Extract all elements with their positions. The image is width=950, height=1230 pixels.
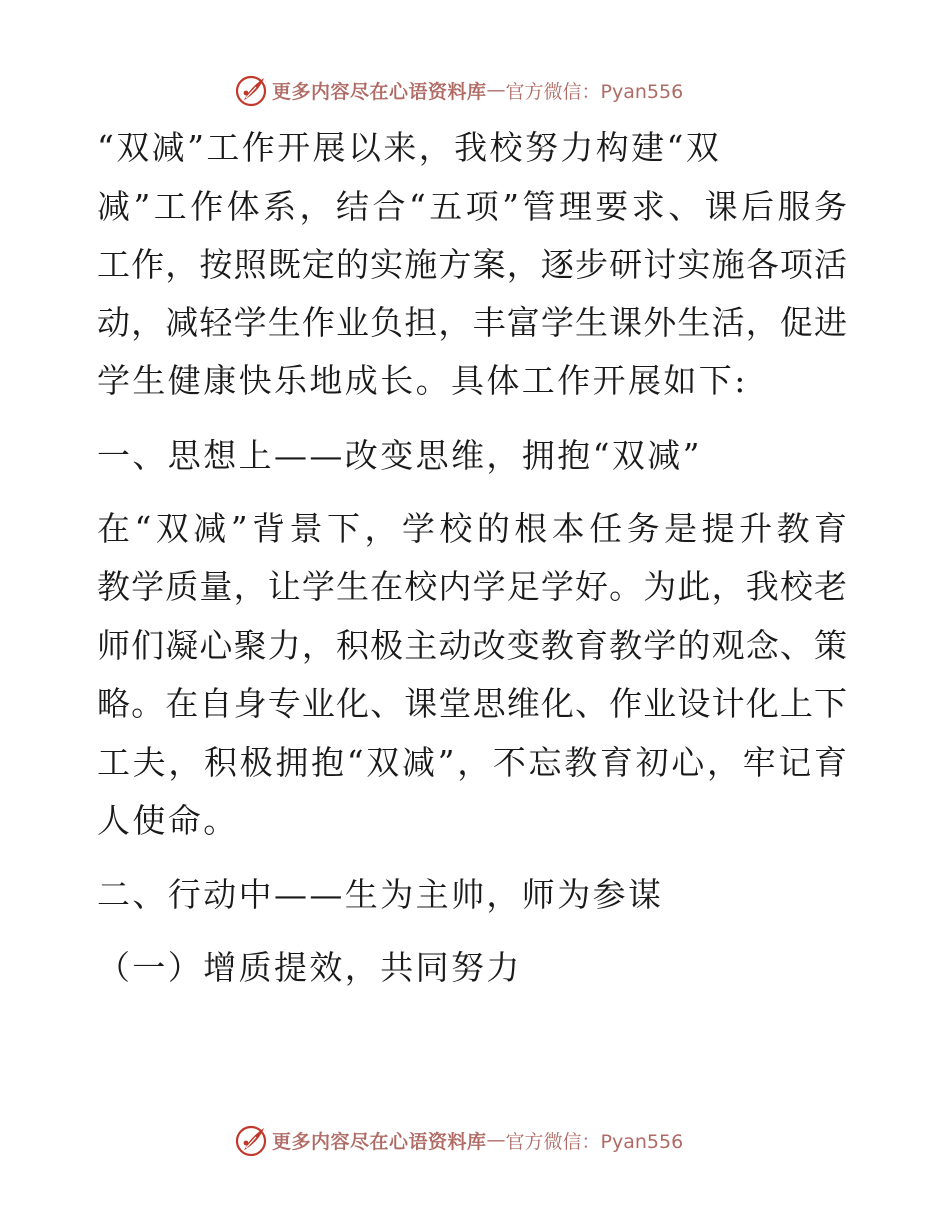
banner-separator: — xyxy=(486,1129,506,1151)
banner-brand-text: 更多内容尽在心语资料库 xyxy=(272,1130,487,1153)
section2-heading: 二、行动中——生为主帅，师为参谋 xyxy=(97,875,664,914)
banner-wechat-text: 官方微信：Pyan556 xyxy=(505,1130,684,1153)
banner-separator: — xyxy=(486,79,506,101)
section1-line-5: 工夫，积极拥抱“双减”，不忘教育初心，牢记育 xyxy=(97,743,847,782)
quill-logo-icon xyxy=(234,73,268,107)
section1-line-6: 人使命。 xyxy=(97,801,239,840)
intro-line-3: 工作，按照既定的实施方案，逐步研讨实施各项活 xyxy=(97,245,847,284)
header-banner[interactable] xyxy=(234,73,683,107)
section1-line-4: 略。在自身专业化、课堂思维化、作业设计化上下 xyxy=(97,684,847,723)
section1-line-2: 教学质量，让学生在校内学足学好。为此，我校老 xyxy=(97,567,847,606)
intro-line-1: “双减”工作开展以来，我校努力构建“双 xyxy=(97,128,722,167)
section1-line-1: 在“双减”背景下，学校的根本任务是提升教育 xyxy=(97,509,847,548)
intro-line-4: 动，减轻学生作业负担，丰富学生课外生活，促进 xyxy=(97,303,847,342)
intro-line-2: 减”工作体系，结合“五项”管理要求、课后服务 xyxy=(97,187,847,226)
banner-wechat-text: 官方微信：Pyan556 xyxy=(505,80,684,103)
banner-brand-text: 更多内容尽在心语资料库 xyxy=(272,80,487,103)
section1-heading: 一、思想上——改变思维，拥抱“双减” xyxy=(97,436,702,475)
footer-banner[interactable] xyxy=(234,1123,683,1157)
quill-logo-icon xyxy=(234,1123,268,1157)
intro-line-5: 学生健康快乐地成长。具体工作开展如下: xyxy=(97,361,748,400)
subsection1-heading: （一）增质提效，共同努力 xyxy=(97,948,522,987)
section1-line-3: 师们凝心聚力，积极主动改变教育教学的观念、策 xyxy=(97,626,847,665)
